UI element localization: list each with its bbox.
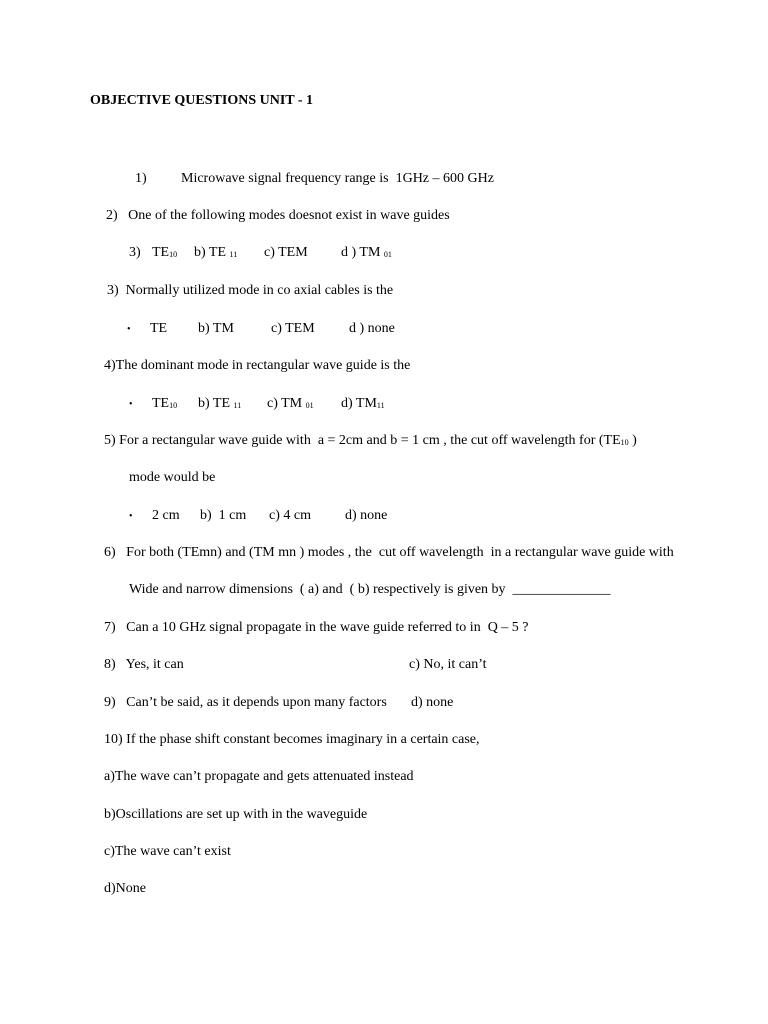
option-c: c) TEM [271, 321, 315, 336]
question-7: 7) Can a 10 GHz signal propagate in the wave guide referred to in Q – 5 ? [104, 620, 529, 635]
question-9-option-d: d) none [411, 695, 454, 710]
option-b [194, 244, 237, 262]
option-a [152, 244, 177, 262]
question-5-subscript: 10 [620, 438, 629, 447]
option-b-subscript: 11 [233, 401, 242, 410]
option-d-subscript: 01 [383, 250, 392, 259]
option-c-label: c) TM [267, 396, 306, 411]
page-title: OBJECTIVE QUESTIONS UNIT - 1 [90, 93, 314, 108]
option-c [267, 395, 314, 413]
option-c: c) TEM [264, 245, 308, 260]
question-1 [0, 170, 768, 188]
option-b-subscript: 11 [229, 250, 238, 259]
option-a: TE [150, 321, 168, 336]
question-8-text: 8) Yes, it can [104, 657, 184, 672]
question-10: 10) If the phase shift constant becomes imaginary in a certain case, [104, 732, 480, 747]
option-d [341, 244, 392, 262]
option-b-label: b) TE [198, 396, 234, 411]
question-3: 3) Normally utilized mode in co axial cables is the [107, 283, 394, 298]
question-2: 2) One of the following modes doesnot exist in wave guides [106, 208, 450, 223]
option-d-subscript: 11 [376, 401, 385, 410]
question-1-text: Microwave signal frequency range is 1GHz – 600 GHz [181, 171, 494, 186]
question-10-option-c: c)The wave can’t exist [104, 844, 231, 859]
bullet-icon: • [129, 511, 133, 522]
question-5-text: 5) For a rectangular wave guide with a = 2cm and b = 1 cm , the cut off wavelength for (TE [104, 433, 621, 448]
option-b: b) TM [198, 321, 234, 336]
question-10-option-d: d)None [104, 881, 146, 896]
option-c: c) 4 cm [269, 508, 311, 523]
question-9-text: 9) Can’t be said, as it depends upon many factors [104, 695, 387, 710]
question-1-number: 1) [135, 171, 147, 186]
question-4: 4)The dominant mode in rectangular wave guide is the [104, 358, 411, 373]
question-10-option-b: b)Oscillations are set up with in the waveguide [104, 807, 368, 822]
option-a-label: TE [152, 396, 170, 411]
option-b [198, 395, 241, 413]
question-8-option-c: c) No, it can’t [409, 657, 487, 672]
question-6: 6) For both (TEmn) and (TM mn ) modes , the cut off wavelength in a rectangular wave guide with [104, 545, 674, 560]
option-d: d ) none [349, 321, 395, 336]
option-b: b) 1 cm [200, 508, 247, 523]
question-5 [104, 432, 637, 450]
question-5-continuation: mode would be [129, 470, 216, 485]
question-8 [0, 656, 768, 674]
option-a: 2 cm [152, 508, 180, 523]
question-6-continuation: Wide and narrow dimensions ( a) and ( b) respectively is given by ______________ [129, 582, 611, 597]
question-5-options [0, 507, 768, 525]
option-d-label: d) TM [341, 396, 377, 411]
question-9 [0, 694, 768, 712]
option-d-label: d ) TM [341, 245, 384, 260]
bullet-icon: • [129, 399, 133, 410]
option-b-label: b) TE [194, 245, 230, 260]
bullet-icon: • [127, 324, 131, 335]
option-c-subscript: 01 [305, 401, 314, 410]
option-a-subscript: 10 [169, 401, 178, 410]
option-a [152, 395, 177, 413]
question-5-end: ) [628, 433, 637, 448]
option-d: d) none [345, 508, 388, 523]
option-a-subscript: 10 [169, 250, 178, 259]
question-10-option-a: a)The wave can’t propagate and gets attenuated instead [104, 769, 414, 784]
question-2-options-number: 3) [129, 245, 141, 260]
question-2-options [0, 244, 768, 262]
question-3-options [0, 320, 768, 338]
question-4-options [0, 395, 768, 413]
option-d [341, 395, 385, 413]
option-a-label: TE [152, 245, 170, 260]
